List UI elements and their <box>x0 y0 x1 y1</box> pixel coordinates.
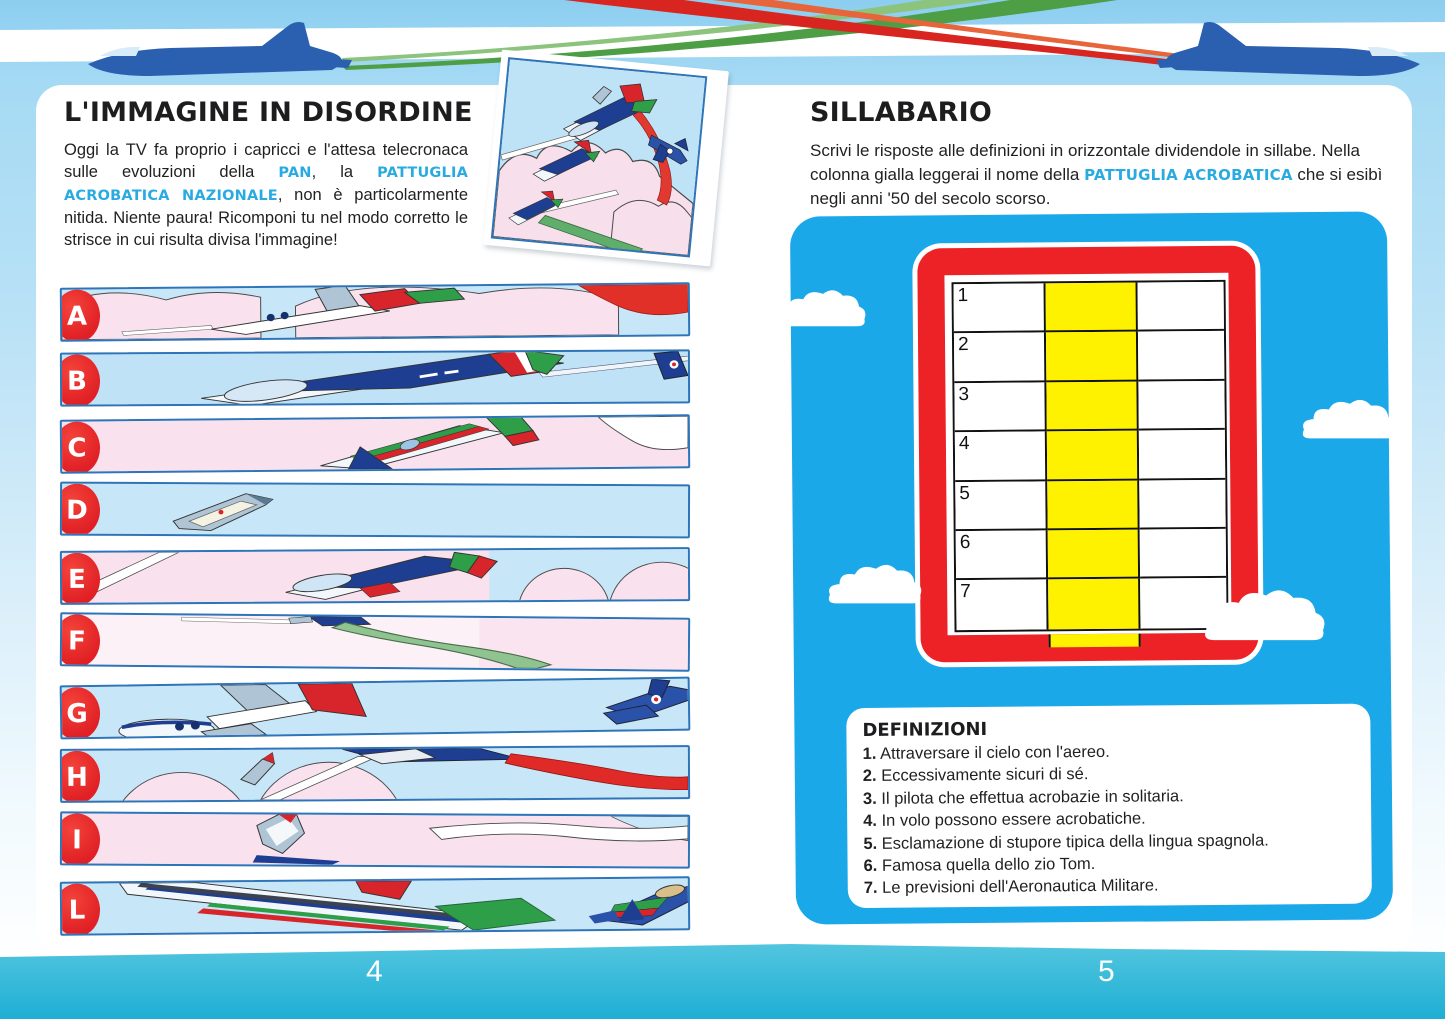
puzzle-strip-g[interactable] <box>60 677 691 740</box>
strip-letter: F <box>67 625 87 656</box>
grid-cell[interactable] <box>1139 479 1225 529</box>
puzzle-strip-b[interactable] <box>60 349 690 406</box>
grid-cell-highlight[interactable] <box>1048 579 1140 629</box>
grid-cell[interactable]: 2 <box>954 333 1046 383</box>
intro-text: Oggi la TV fa proprio i capricci e l'attesa telecronaca sulle evoluzioni della <box>64 141 468 181</box>
accent-pattuglia-acrobatica: PATTUGLIA ACROBATICA <box>1084 165 1293 184</box>
strip-d-art <box>62 484 688 537</box>
strip-b-art <box>62 351 688 404</box>
puzzle-strip-a[interactable] <box>60 282 690 341</box>
puzzle-strip-h[interactable] <box>60 745 690 803</box>
grid-cell[interactable]: 6 <box>956 530 1048 580</box>
definition-item: 3. Il pilota che effettua acrobazie in solitaria. <box>862 787 1184 808</box>
grid-cell-highlight[interactable] <box>1048 530 1140 580</box>
grid-cell[interactable] <box>1140 578 1226 628</box>
strip-c-art <box>62 416 688 471</box>
definition-item: 2. Eccessivamente sicuri di sé. <box>862 765 1089 786</box>
right-page-title: SILLABARIO <box>810 97 993 128</box>
strip-letter: C <box>67 433 87 464</box>
strip-letter: D <box>66 495 88 526</box>
definitions-heading: DEFINIZIONI <box>862 718 988 742</box>
definition-item: 6. Famosa quella dello zio Tom. <box>863 855 1096 876</box>
yellow-column-stub <box>1049 634 1141 648</box>
grid-cell-highlight[interactable] <box>1047 431 1139 481</box>
grid-cell-highlight[interactable] <box>1046 332 1138 382</box>
left-page-intro: Oggi la TV fa proprio i capricci e l'attesa telecronaca sulle evoluzioni della PAN, la PATTUGLIA ACROBATICA NAZIONALE, non è particolarmente nitida. Niente paura! Ricomponi tu nel modo corretto le strisce in cui risulta divisa l'immagine! <box>64 141 468 249</box>
strip-a-art <box>62 284 688 339</box>
grid-cell[interactable] <box>954 283 1046 333</box>
strip-letter: E <box>68 564 86 595</box>
accent-pattuglia-nazionale: PATTUGLIA ACROBATICA NAZIONALE <box>64 165 468 204</box>
definition-item: 5. Esclamazione di stupore tipica della lingua spagnola. <box>863 831 1269 853</box>
strip-i-art <box>62 813 688 866</box>
grid-cell-highlight[interactable] <box>1046 283 1138 333</box>
strip-letter: A <box>66 301 88 332</box>
grid-cell[interactable] <box>1140 529 1226 579</box>
definition-item: 7. Le previsioni dell'Aeronautica Militare. <box>863 876 1159 898</box>
right-page-intro: Scrivi le risposte alle definizioni in orizzontale dividendole in sillabe. Nella colonna gialla leggerai il nome della PATTUGLIA ACROBATICA che si esibì negli anni '50 del secolo scorso. <box>810 141 1383 208</box>
grid-cell[interactable]: 5 <box>955 481 1047 531</box>
grid-cell[interactable] <box>1138 331 1224 381</box>
strip-f-art <box>62 614 688 669</box>
strip-letter: B <box>67 366 87 397</box>
strip-letter: H <box>66 762 88 793</box>
definition-item: 1. Attraversare il cielo con l'aereo. <box>862 742 1110 764</box>
strip-letter: I <box>72 824 82 855</box>
grid-cell[interactable] <box>1138 381 1224 431</box>
row-number: 1 <box>957 285 969 307</box>
puzzle-strip-f[interactable] <box>60 612 690 671</box>
definitions-box <box>846 704 1372 909</box>
puzzle-strip-e[interactable] <box>60 547 690 605</box>
left-page-title: L'IMMAGINE IN DISORDINE <box>64 97 473 128</box>
right-page-number: 5 <box>1098 955 1115 988</box>
reference-picture <box>483 50 729 267</box>
strip-e-art <box>62 549 688 603</box>
puzzle-strip-d[interactable] <box>60 482 690 539</box>
strip-letter: L <box>68 895 86 926</box>
puzzle-strip-l[interactable] <box>60 876 690 935</box>
accent-pan: PAN <box>278 165 312 181</box>
puzzle-strip-c[interactable] <box>60 414 690 473</box>
grid-cell-highlight[interactable] <box>1047 480 1139 530</box>
puzzle-strip-i[interactable] <box>60 811 690 868</box>
grid-cell[interactable]: 3 <box>954 382 1046 432</box>
grid-cell[interactable] <box>1139 430 1225 480</box>
answer-grid <box>952 280 1229 632</box>
grid-cell-highlight[interactable] <box>1046 381 1138 431</box>
strip-g-art <box>62 679 689 738</box>
answer-grid-frame <box>917 246 1259 663</box>
grid-cell[interactable] <box>1138 282 1224 332</box>
reference-picture-art <box>491 57 708 257</box>
strip-h-art <box>62 747 688 801</box>
sillabario-panel <box>790 211 1393 924</box>
grid-cell[interactable]: 7 <box>956 580 1048 630</box>
grid-cell[interactable]: 4 <box>955 432 1047 482</box>
strip-letter: G <box>66 698 88 729</box>
left-page-number: 4 <box>366 955 383 988</box>
definition-item: 4. In volo possono essere acrobatiche. <box>863 809 1146 831</box>
strip-l-art <box>62 878 688 933</box>
bottom-band <box>0 941 1445 1019</box>
